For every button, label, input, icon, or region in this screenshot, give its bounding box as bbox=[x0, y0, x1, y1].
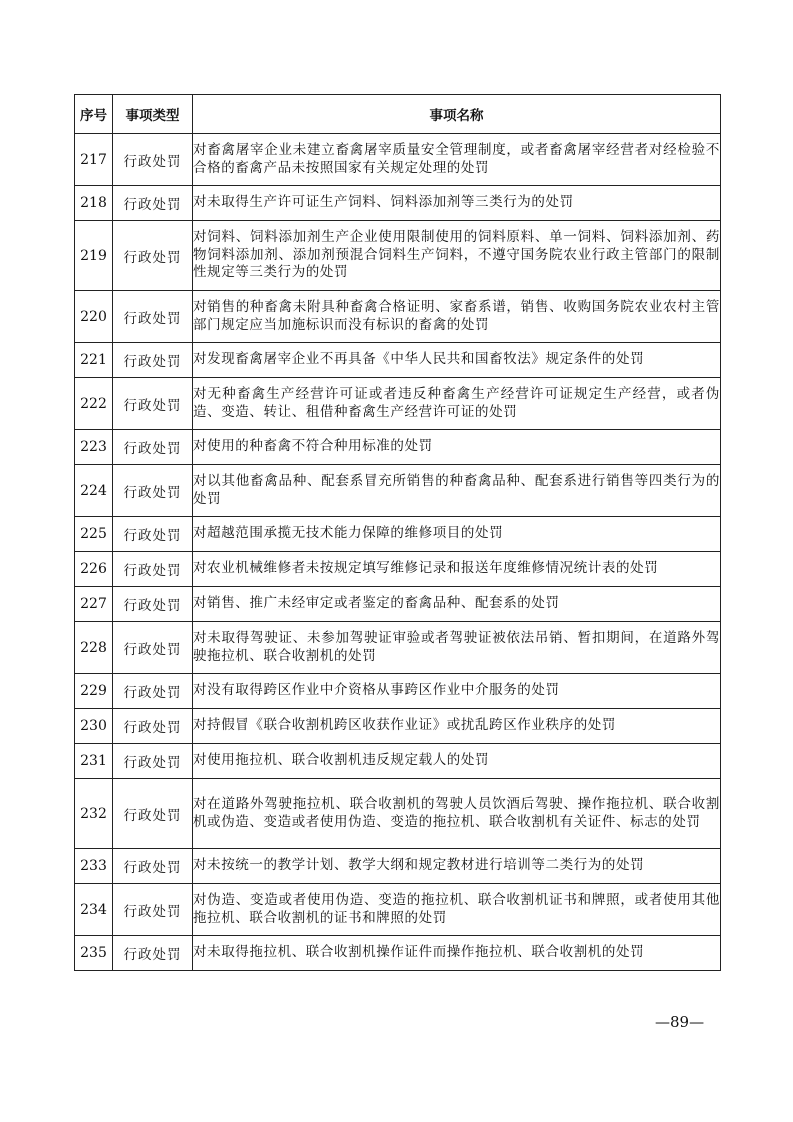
row-type: 行政处罚 bbox=[113, 134, 193, 186]
table-body bbox=[75, 134, 721, 971]
header-name: 事项名称 bbox=[193, 95, 721, 134]
table-row bbox=[75, 343, 721, 378]
table-row bbox=[75, 849, 721, 884]
table-row bbox=[75, 744, 721, 779]
row-number: 218 bbox=[75, 186, 113, 221]
table-row bbox=[75, 221, 721, 291]
row-type: 行政处罚 bbox=[113, 343, 193, 378]
row-type: 行政处罚 bbox=[113, 849, 193, 884]
table-row bbox=[75, 291, 721, 343]
row-type: 行政处罚 bbox=[113, 430, 193, 465]
row-name: 对未取得拖拉机、联合收割机操作证件而操作拖拉机、联合收割机的处罚 bbox=[193, 936, 721, 971]
row-name: 对使用的种畜禽不符合种用标准的处罚 bbox=[193, 430, 721, 465]
row-type: 行政处罚 bbox=[113, 378, 193, 430]
row-number: 220 bbox=[75, 291, 113, 343]
table-row bbox=[75, 936, 721, 971]
row-type: 行政处罚 bbox=[113, 221, 193, 291]
table-row bbox=[75, 709, 721, 744]
table-row bbox=[75, 587, 721, 622]
row-number: 228 bbox=[75, 622, 113, 674]
table-row bbox=[75, 779, 721, 849]
row-number: 224 bbox=[75, 465, 113, 517]
row-type: 行政处罚 bbox=[113, 779, 193, 849]
page-number: —89— bbox=[655, 1013, 705, 1031]
row-number: 217 bbox=[75, 134, 113, 186]
row-type: 行政处罚 bbox=[113, 622, 193, 674]
row-name: 对饲料、饲料添加剂生产企业使用限制使用的饲料原料、单一饲料、饲料添加剂、药物饲料添加剂、添加剂预混合饲料生产饲料，不遵守国务院农业行政主管部门的限制性规定等三类行为的处罚 bbox=[193, 221, 721, 291]
row-name: 对未取得驾驶证、未参加驾驶证审验或者驾驶证被依法吊销、暂扣期间，在道路外驾驶拖拉机、联合收割机的处罚 bbox=[193, 622, 721, 674]
table-row bbox=[75, 517, 721, 552]
row-name: 对畜禽屠宰企业未建立畜禽屠宰质量安全管理制度，或者畜禽屠宰经营者对经检验不合格的畜禽产品未按照国家有关规定处理的处罚 bbox=[193, 134, 721, 186]
items-table bbox=[74, 94, 721, 971]
row-name: 对持假冒《联合收割机跨区收获作业证》或扰乱跨区作业秩序的处罚 bbox=[193, 709, 721, 744]
table-row bbox=[75, 622, 721, 674]
table-row bbox=[75, 134, 721, 186]
row-name: 对以其他畜禽品种、配套系冒充所销售的种畜禽品种、配套系进行销售等四类行为的处罚 bbox=[193, 465, 721, 517]
row-number: 227 bbox=[75, 587, 113, 622]
row-name: 对伪造、变造或者使用伪造、变造的拖拉机、联合收割机证书和牌照，或者使用其他拖拉机、联合收割机的证书和牌照的处罚 bbox=[193, 884, 721, 936]
row-number: 225 bbox=[75, 517, 113, 552]
row-name: 对发现畜禽屠宰企业不再具备《中华人民共和国畜牧法》规定条件的处罚 bbox=[193, 343, 721, 378]
row-name: 对超越范围承揽无技术能力保障的维修项目的处罚 bbox=[193, 517, 721, 552]
row-number: 232 bbox=[75, 779, 113, 849]
row-number: 226 bbox=[75, 552, 113, 587]
row-number: 231 bbox=[75, 744, 113, 779]
table-row bbox=[75, 674, 721, 709]
row-type: 行政处罚 bbox=[113, 709, 193, 744]
row-name: 对销售、推广未经审定或者鉴定的畜禽品种、配套系的处罚 bbox=[193, 587, 721, 622]
row-number: 229 bbox=[75, 674, 113, 709]
row-number: 233 bbox=[75, 849, 113, 884]
row-number: 230 bbox=[75, 709, 113, 744]
row-type: 行政处罚 bbox=[113, 587, 193, 622]
row-name: 对农业机械维修者未按规定填写维修记录和报送年度维修情况统计表的处罚 bbox=[193, 552, 721, 587]
table-row bbox=[75, 430, 721, 465]
row-number: 219 bbox=[75, 221, 113, 291]
table-header-row bbox=[75, 95, 721, 134]
row-type: 行政处罚 bbox=[113, 186, 193, 221]
row-number: 223 bbox=[75, 430, 113, 465]
table-row bbox=[75, 552, 721, 587]
table-row bbox=[75, 378, 721, 430]
row-type: 行政处罚 bbox=[113, 744, 193, 779]
row-type: 行政处罚 bbox=[113, 465, 193, 517]
header-no: 序号 bbox=[75, 95, 113, 134]
table-row bbox=[75, 884, 721, 936]
row-name: 对没有取得跨区作业中介资格从事跨区作业中介服务的处罚 bbox=[193, 674, 721, 709]
row-number: 221 bbox=[75, 343, 113, 378]
row-name: 对未按统一的教学计划、教学大纲和规定教材进行培训等二类行为的处罚 bbox=[193, 849, 721, 884]
row-name: 对使用拖拉机、联合收割机违反规定载人的处罚 bbox=[193, 744, 721, 779]
table-row bbox=[75, 186, 721, 221]
row-type: 行政处罚 bbox=[113, 552, 193, 587]
row-type: 行政处罚 bbox=[113, 884, 193, 936]
row-number: 234 bbox=[75, 884, 113, 936]
row-name: 对销售的种畜禽未附具种畜禽合格证明、家畜系谱，销售、收购国务院农业农村主管部门规定应当加施标识而没有标识的畜禽的处罚 bbox=[193, 291, 721, 343]
row-type: 行政处罚 bbox=[113, 936, 193, 971]
row-name: 对在道路外驾驶拖拉机、联合收割机的驾驶人员饮酒后驾驶、操作拖拉机、联合收割机或伪造、变造或者使用伪造、变造的拖拉机、联合收割机有关证件、标志的处罚 bbox=[193, 779, 721, 849]
row-type: 行政处罚 bbox=[113, 674, 193, 709]
row-type: 行政处罚 bbox=[113, 291, 193, 343]
row-name: 对未取得生产许可证生产饲料、饲料添加剂等三类行为的处罚 bbox=[193, 186, 721, 221]
row-type: 行政处罚 bbox=[113, 517, 193, 552]
row-number: 222 bbox=[75, 378, 113, 430]
row-number: 235 bbox=[75, 936, 113, 971]
table-row bbox=[75, 465, 721, 517]
header-type: 事项类型 bbox=[113, 95, 193, 134]
row-name: 对无种畜禽生产经营许可证或者违反种畜禽生产经营许可证规定生产经营，或者伪造、变造、转让、租借种畜禽生产经营许可证的处罚 bbox=[193, 378, 721, 430]
